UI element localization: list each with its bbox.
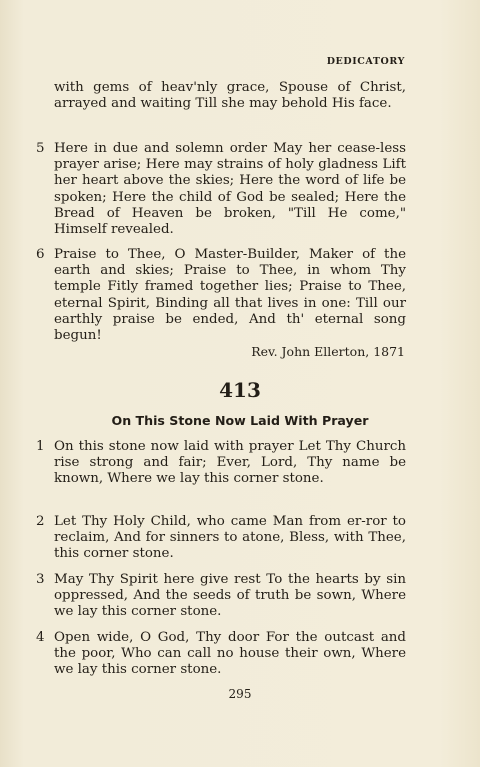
hymn-number: 413 [219, 378, 261, 402]
verse-5 [36, 141, 406, 238]
verse-text: Praise to Thee, O Master-Builder, Maker of the earth and skies; Praise to Thee, in whom Thy temple Fitly framed together lies; Praise to Thee, eternal Spirit, Binding all that lives in one: Till our earthly praise be ended, And th' eternal song begun! [54, 247, 406, 344]
hymn-title: On This Stone Now Laid With Prayer [111, 413, 369, 428]
page-number: 295 [228, 687, 252, 701]
verse-continuation [54, 80, 406, 112]
verse-number: 6 [36, 247, 45, 262]
verse-2 [36, 514, 406, 563]
verse-text: Here in due and solemn order May her cease-less prayer arise; Here may strains of holy gladness Lift her heart above the skies; Here the word of life be spoken; Here the child of God be sealed; Here the Bread of Heaven be broken, "Till He come," Himself revealed. [54, 141, 406, 238]
verse-4 [36, 630, 406, 679]
verse-text: On this stone now laid with prayer Let Thy Church rise strong and fair; Ever, Lord, Thy name be known, Where we lay this corner stone. [54, 439, 406, 487]
verse-text: Open wide, O God, Thy door For the outcast and the poor, Who can call no house their own, Where we lay this corner stone. [54, 630, 406, 678]
verse-text: with gems of heav'nly grace, Spouse of Christ, arrayed and waiting Till she may behold His face. [54, 80, 406, 112]
section-header: DEDICATORY [326, 56, 405, 67]
author-attribution: Rev. John Ellerton, 1871 [251, 344, 405, 359]
verse-text: Let Thy Holy Child, who came Man from er-ror to reclaim, And for sinners to atone, Bless, with Thee, this corner stone. [54, 514, 406, 562]
verse-number: 3 [36, 572, 45, 587]
verse-text: May Thy Spirit here give rest To the hearts by sin oppressed, And the seeds of truth be sown, Where we lay this corner stone. [54, 572, 406, 620]
verse-number: 1 [36, 439, 45, 454]
verse-number: 5 [36, 141, 45, 156]
verse-number: 2 [36, 514, 45, 529]
verse-6 [36, 247, 406, 344]
verse-number: 4 [36, 630, 45, 645]
verse-1 [36, 439, 406, 488]
verse-3 [36, 572, 406, 621]
